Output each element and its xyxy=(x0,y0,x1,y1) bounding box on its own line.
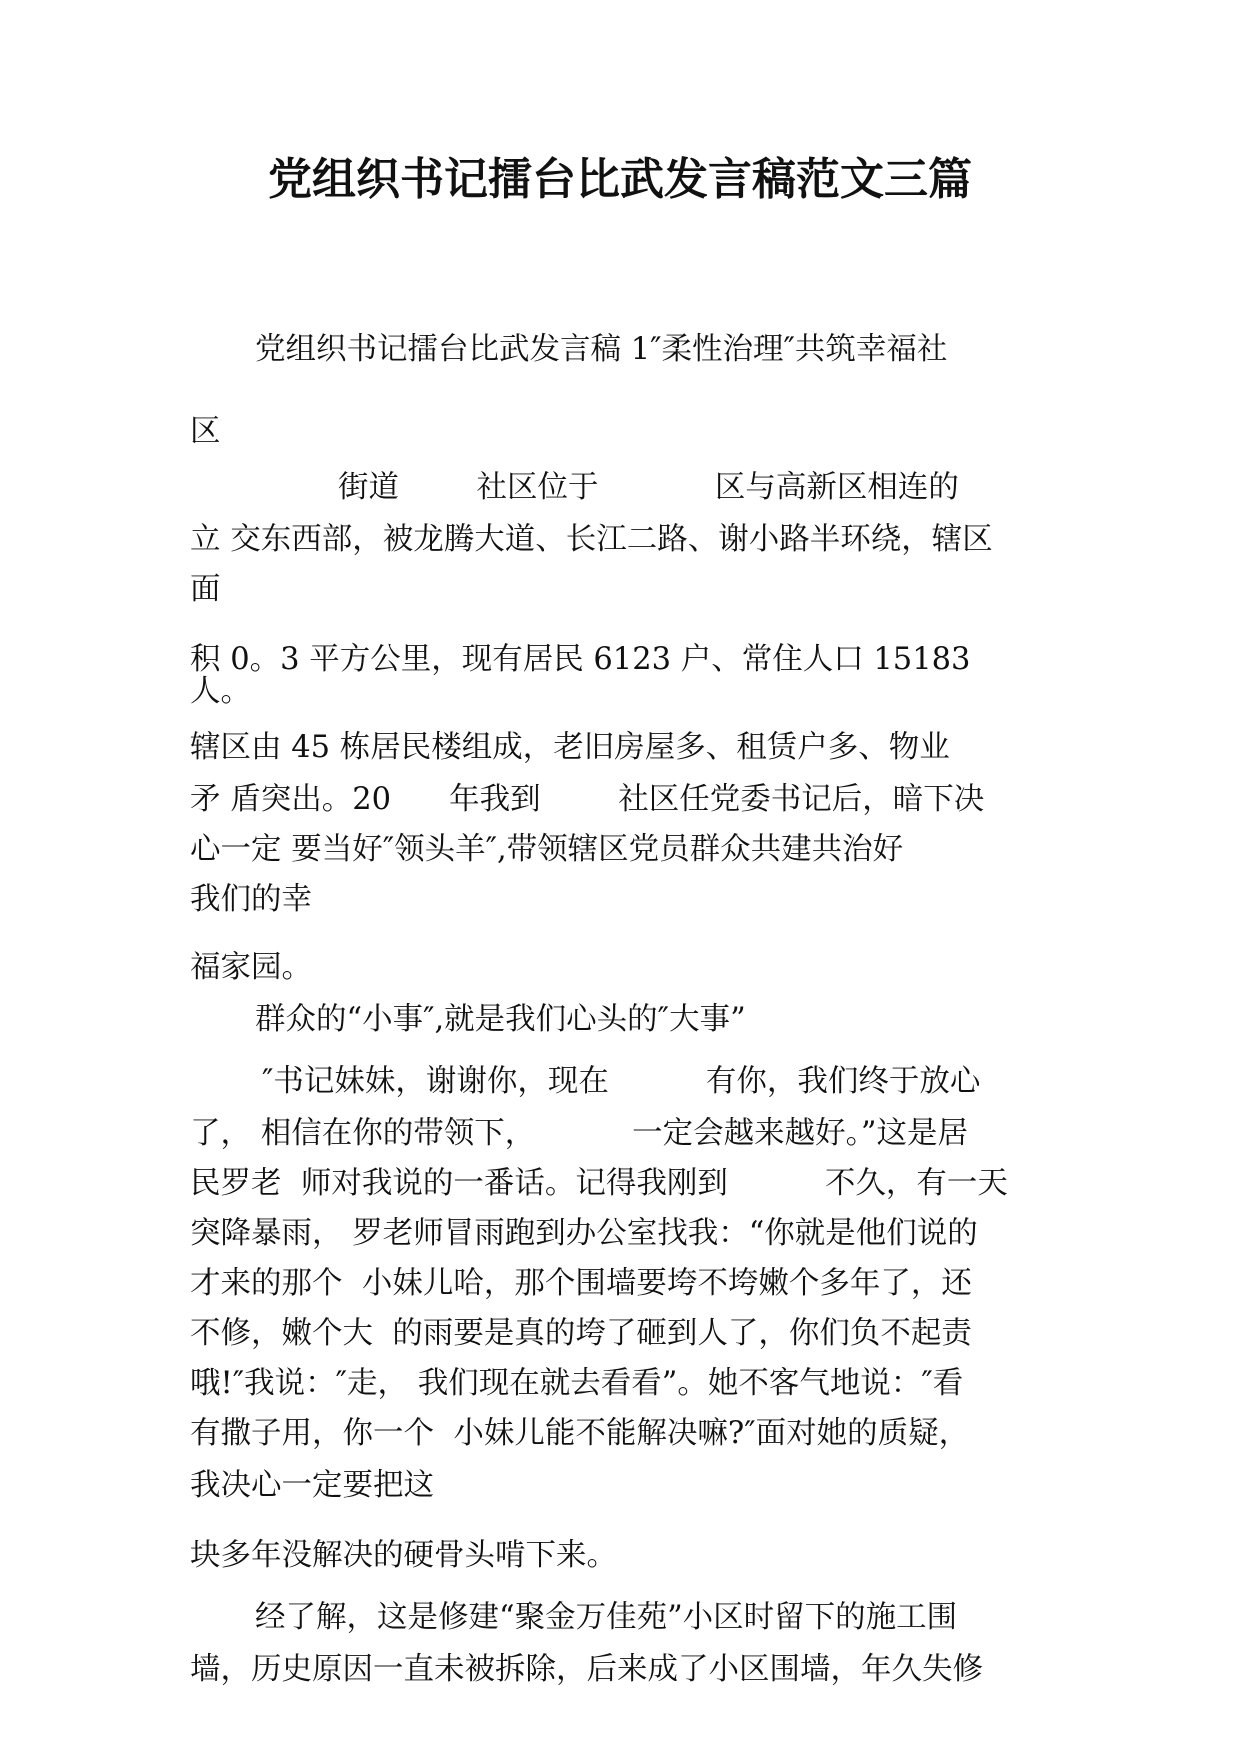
text-line: 突降暴雨， 罗老师冒雨跑到办公室找我：“你就是他们说的 xyxy=(190,1216,978,1251)
text-line: 民罗老 师对我说的一番话。记得我刚到 不久，有一天 xyxy=(190,1166,1008,1201)
text-line: 不修，嫩个大 的雨要是真的垮了砸到人了，你们负不起责 xyxy=(190,1316,972,1351)
text-line: 区 xyxy=(190,414,221,449)
text-line: 面 xyxy=(190,572,221,607)
text-line: 积 0。3 平方公里，现有居民 6123 户、常住人口 15183 xyxy=(190,642,971,677)
document-title: 党组织书记擂台比武发言稿范文三篇 xyxy=(268,154,972,205)
text-line: 心一定 要当好″领头羊″,带领辖区党员群众共建共治好 xyxy=(190,832,904,867)
text-line: 街道 社区位于 区与高新区相连的 xyxy=(338,470,959,505)
text-line: 群众的“小事″,就是我们心头的″大事” xyxy=(255,1002,746,1037)
text-line: 党组织书记擂台比武发言稿 1″柔性治理″共筑幸福社 xyxy=(255,332,948,367)
text-line: 人。 xyxy=(190,674,251,709)
text-line: 立 交东西部，被龙腾大道、长江二路、谢小路半环绕，辖区 xyxy=(190,522,993,557)
text-line: 我决心一定要把这 xyxy=(190,1468,434,1503)
text-line: 我们的幸 xyxy=(190,882,312,917)
text-line: 块多年没解决的硬骨头啃下来。 xyxy=(190,1538,617,1573)
text-line: 福家园。 xyxy=(190,950,312,985)
text-line: 了， 相信在你的带领下， 一定会越来越好。”这是居 xyxy=(190,1116,968,1151)
text-line: ″书记妹妹，谢谢你，现在 有你，我们终于放心 xyxy=(262,1064,981,1099)
text-line: 有撒子用，你一个 小妹儿能不能解决嘛?″面对她的质疑， xyxy=(190,1416,970,1451)
text-line: 哦!″我说：″走， 我们现在就去看看”。她不客气地说：″看 xyxy=(190,1366,964,1401)
text-line: 辖区由 45 栋居民楼组成，老旧房屋多、租赁户多、物业 xyxy=(190,730,950,765)
text-line: 矛 盾突出。20 年我到 社区任党委书记后，暗下决 xyxy=(190,782,985,817)
text-line: 墙，历史原因一直未被拆除，后来成了小区围墙，年久失修 xyxy=(190,1652,983,1687)
text-line: 才来的那个 小妹儿哈，那个围墙要垮不垮嫩个多年了，还 xyxy=(190,1266,972,1301)
text-line: 经了解，这是修建“聚金万佳苑”小区时留下的施工围 xyxy=(255,1600,958,1635)
